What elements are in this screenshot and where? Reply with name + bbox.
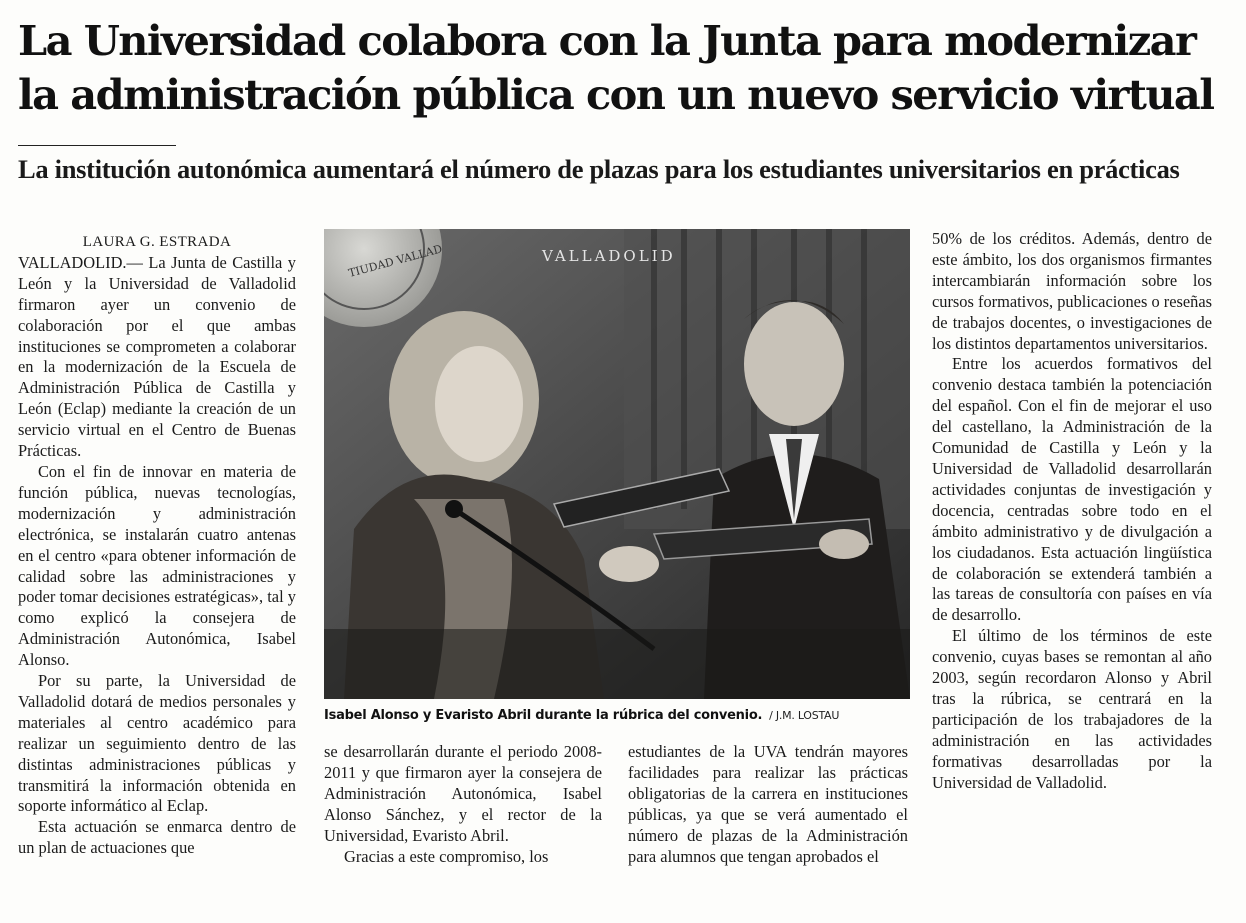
paragraph: Con el fin de innovar en materia de función pública, nuevas tecnologías, modernización y administración electrónica, se instalarán cuatro antenas en el centro «para obtener información de calidad sobre las administraciones y poder tomar decisiones estratégicas», tal y como explicó la consejera de Administración Autonómica, Isabel Alonso. [18,461,296,670]
paragraph: Esta actuación se enmarca dentro de un plan de actuaciones que [18,817,296,858]
text-column-3 [628,742,908,867]
paragraph: se desarrollarán durante el periodo 2008-2011 y que firmaron ayer la consejera de Administración Autonómica, Isabel Alonso Sánchez, y el rector de la Universidad, Evaristo Abril. [324,742,602,845]
seal-text: TIUDAD VALLAD [346,242,444,280]
text-column-1 [18,232,296,859]
text-column-2 [324,742,602,867]
byline: LAURA G. ESTRADA [82,234,232,250]
paragraph: estudiantes de la UVA tendrán mayores facilidades para realizar las prácticas obligatorias de la carrera en instituciones públicas, ya que se verá aumentado el número de plazas de la Administración para alumnos que tengan aprobados el [628,742,908,866]
photo-illustration [324,229,910,699]
text-column-4 [932,229,1212,793]
photo-credit: / J.M. LOSTAU [769,709,840,722]
headline [18,14,1233,122]
caption-text: Isabel Alonso y Evaristo Abril durante la rúbrica del convenio. [324,708,763,723]
headline-line-2: la administración pública con un nuevo servicio virtual [18,70,1214,119]
paragraph: El último de los términos de este convenio, cuyas bases se remontan al año 2003, según recordaron Alonso y Abril tras la rúbrica, se centrará en la participación de los trabajadores de la administración en las actividades formativas desarrolladas por la Universidad de Valladolid. [932,626,1212,792]
headline-divider [18,145,176,146]
paragraph: 50% de los créditos. Además, dentro de este ámbito, los dos organismos firmantes intercambiarán información sobre los cursos formativos, publicaciones o reseñas de trabajos docentes, o investigaciones de los distintos departamentos universitarios. [932,229,1212,353]
subheadline: La institución autonómica aumentará el número de plazas para los estudiantes universitarios en prácticas [18,154,1180,184]
paragraph: Gracias a este compromiso, los [344,846,549,866]
photo-caption [324,707,924,725]
paragraph: Entre los acuerdos formativos del convenio destaca también la potenciación del español. Con el fin de mejorar el uso del castellano, la Administración de la Comunidad de Castilla y León y la Universidad de Valladolid desarrollarán actividades conjuntas de investigación y docencia, centradas sobre todo en el ámbito administrativo y de divulgación a los ciudadanos. Esta actuación lingüística de colaboración se extenderá también a las tareas de consultoría con países en vía de desarrollo. [932,354,1212,625]
headline-line-1: La Universidad colabora con la Junta para modernizar [18,16,1196,65]
paragraph: VALLADOLID.— La Junta de Castilla y León y la Universidad de Valladolid firmaron ayer un convenio de colaboración por el que ambas instituciones se comprometen a colaborar en la modernización de la Escuela de Administración Pública de Castilla y León (Eclap) mediante la creación de un servicio virtual en el Centro de Buenas Prácticas. [18,252,296,461]
paragraph: Por su parte, la Universidad de Valladolid dotará de medios personales y materiales al centro académico para realizar un seguimiento dentro de las distintas administraciones públicas y transmitirá la información obtenida en soporte informático al Eclap. [18,671,296,816]
sign-text: VALLADOLID [542,247,676,265]
article-photo [324,229,910,699]
